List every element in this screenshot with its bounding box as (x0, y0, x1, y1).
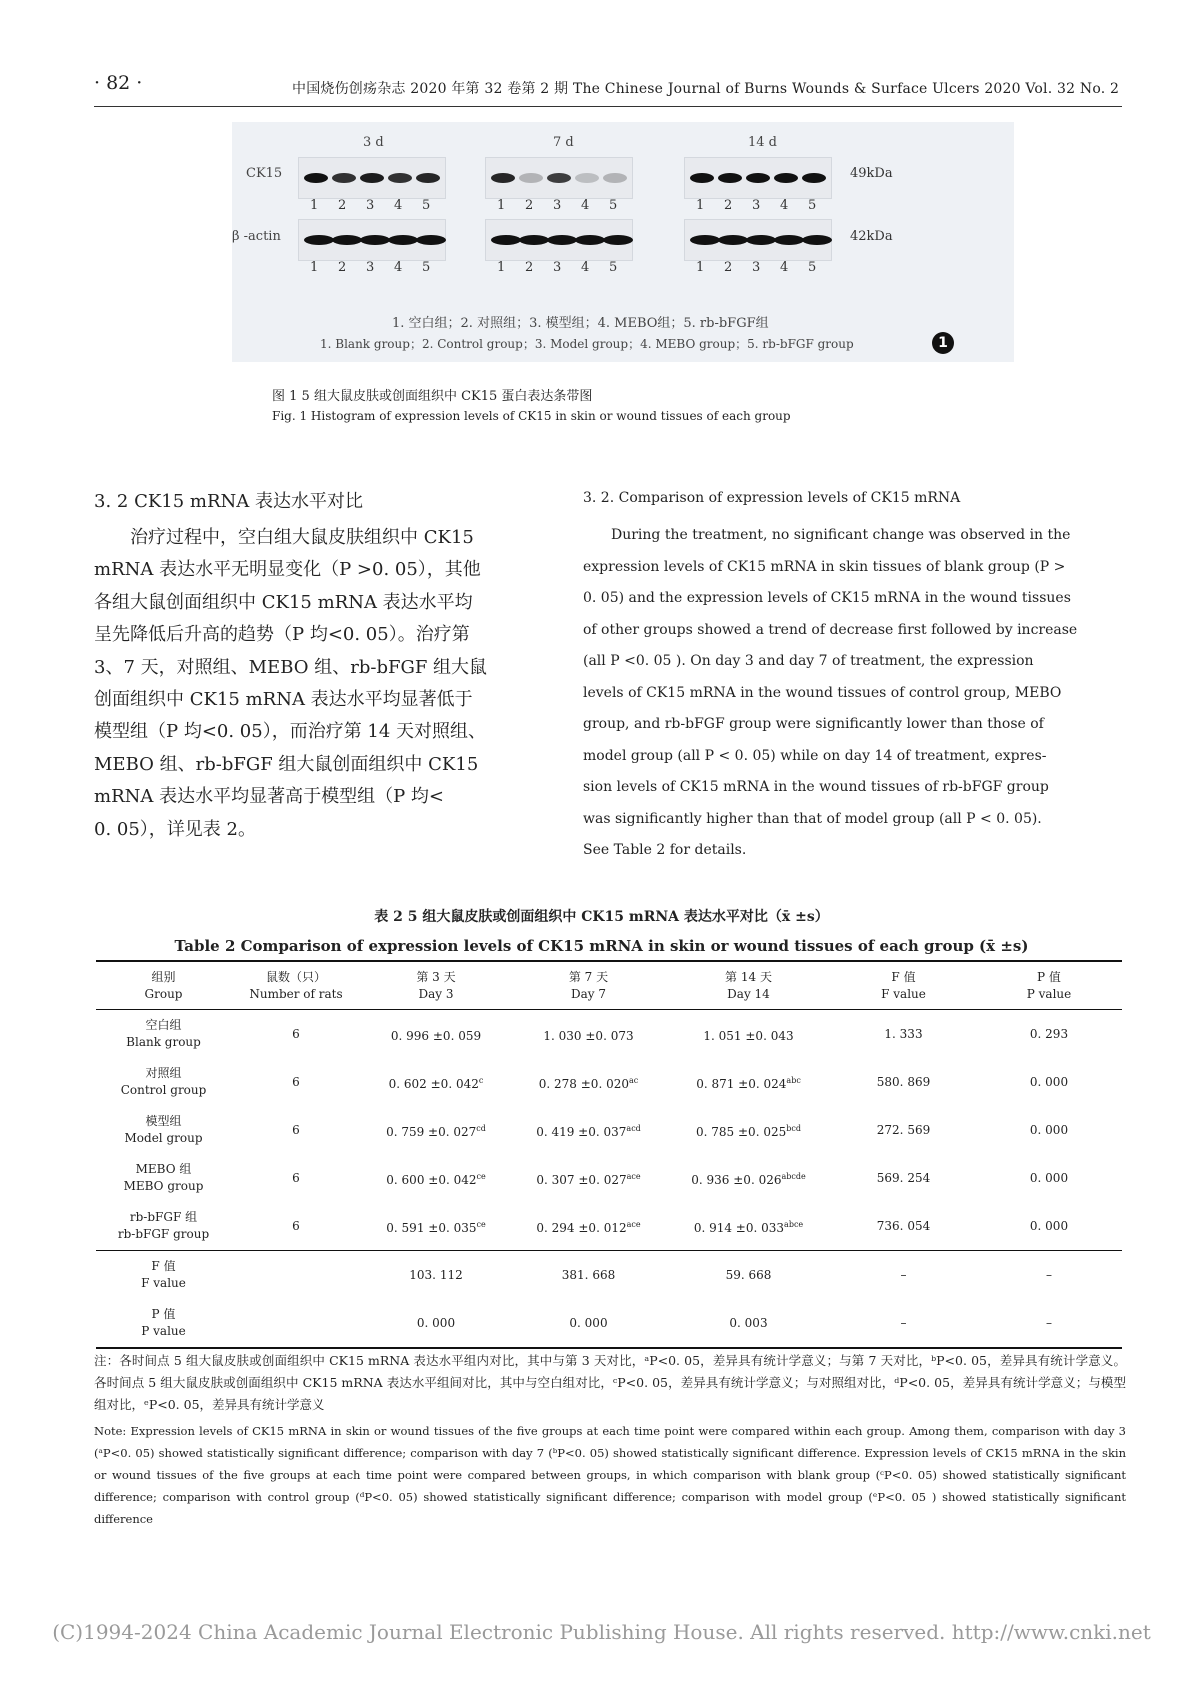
data-table (96, 960, 1122, 1349)
blot-band (304, 173, 328, 183)
blot-band (718, 235, 748, 245)
body-line-cn: 0. 05），详见表 2。 (94, 818, 256, 840)
blot-band (332, 235, 362, 245)
timepoint-label-14d: 14 d (748, 135, 777, 150)
blot-panel-actin (485, 219, 633, 261)
blot-panel-ck15 (485, 157, 633, 199)
lane-number: 3 (366, 260, 375, 275)
blot-band (360, 173, 384, 183)
body-line-en: levels of CK15 mRNA in the wound tissues of control group, MEBO (583, 684, 1062, 701)
body-line-cn: 模型组（P 均<0. 05），而治疗第 14 天对照组、 (94, 721, 487, 743)
lane-number: 1 (497, 260, 506, 275)
figure-number-badge: 1 (932, 332, 954, 354)
lane-number: 1 (310, 260, 319, 275)
blot-band (416, 235, 446, 245)
row-label-beta-actin: β -actin (232, 229, 281, 244)
blot-panel-actin (298, 219, 446, 261)
body-line-cn: 治疗过程中，空白组大鼠皮肤组织中 CK15 (94, 527, 474, 548)
blot-band (603, 173, 627, 183)
lane-number: 3 (752, 260, 761, 275)
table-row: 模型组 Model group 6 0. 759 ±0. $027^{cd}$ 0. 419 ±0. $037^{acd}$ 0. 785 ±0. $025^{bcd}$ 272. 569 0. 000 (124, 1114, 1069, 1145)
lane-number: 4 (581, 198, 590, 213)
timepoint-label-3d: 3 d (363, 135, 384, 150)
kda-label-actin: 42kDa (850, 229, 893, 244)
lane-number: 2 (724, 198, 733, 213)
blot-band (304, 235, 334, 245)
lane-number: 4 (394, 260, 403, 275)
blot-band (491, 173, 515, 183)
copyright-footer: (C)1994-2024 China Academic Journal Electronic Publishing House. All rights reserved. http://www.cnki.net (52, 1620, 1151, 1644)
blot-band (388, 235, 418, 245)
body-line-en: model group (all P < 0. 05) while on day 14 of treatment, expres- (583, 747, 1047, 764)
table-note-en: Note: Expression levels of CK15 mRNA in skin or wound tissues of the five groups at each time point were compared within each group. Among them, comparison with day 3 (ᵃP<0. 05) showed statistically significant difference; comparison with day 7 (ᵇP<0. 05) showed statistically significant difference. Expression levels of CK15 mRNA in the skin or wound tissues of the five groups at each time point were compared between groups, in which comparison with blank group (ᶜP<0. 05) showed statistically significant difference; comparison with control group (ᵈP<0. 05) showed statistically significant difference; comparison with model group (ᵉP<0. 05 ) showed statistically significant difference (94, 1424, 1126, 1526)
table-row: rb-bFGF 组 rb-bFGF group 6 0. 591 ±0. $035^{ce}$ 0. 294 ±0. $012^{ace}$ 0. 914 ±0. $033^{abce}$ 736. 054 0. 000 (117, 1210, 1069, 1241)
lane-number: 5 (609, 198, 618, 213)
lane-number: 5 (609, 260, 618, 275)
blot-band (519, 235, 549, 245)
running-head: 中国烧伤创疡杂志 2020 年第 32 卷第 2 期 The Chinese Journal of Burns Wounds & Surface Ulcers 2020 Vol. 32 No. 2 (292, 81, 1120, 97)
table-summary-row: F 值 F value 103. 112 381. 668 59. 668 – – (96, 1251, 1122, 1300)
body-line-cn: 创面组织中 CK15 mRNA 表达水平均显著低于 (94, 689, 473, 711)
blot-band (746, 173, 770, 183)
table-summary-row: P 值 P value 0. 000 0. 000 0. 003 – – (96, 1299, 1122, 1348)
lane-number: 1 (696, 260, 705, 275)
blot-band (575, 173, 599, 183)
lane-number: 3 (366, 198, 375, 213)
body-line-cn: 3、7 天，对照组、MEBO 组、rb-bFGF 组大鼠 (94, 656, 488, 678)
blot-band (575, 235, 605, 245)
lane-number: 4 (780, 260, 789, 275)
body-line-cn: mRNA 表达水平均显著高于模型组（P 均< (94, 786, 445, 808)
body-line-cn: mRNA 表达水平无明显变化（P >0. 05），其他 (94, 559, 481, 581)
body-line-en: 0. 05) and the expression levels of CK15 mRNA in the wound tissues (583, 590, 1071, 606)
blot-panel-actin (684, 219, 832, 261)
section-body-en (583, 520, 1083, 867)
body-line-en: expression levels of CK15 mRNA in skin tissues of blank group (P > (583, 558, 1066, 575)
body-line-cn: 各组大鼠创面组织中 CK15 mRNA 表达水平均 (94, 591, 473, 613)
body-line-en: was significantly higher than that of model group (all P < 0. 05). (583, 810, 1042, 827)
page-number: · 82 · (94, 72, 143, 94)
blot-panel-ck15 (298, 157, 446, 199)
column-header: F 值 F value (881, 969, 926, 1001)
lane-number: 1 (310, 198, 319, 213)
lane-number: 1 (497, 198, 506, 213)
blot-band (802, 235, 832, 245)
lane-number: 5 (422, 260, 431, 275)
figure-caption-en: Fig. 1 Histogram of expression levels of CK15 in skin or wound tissues of each group (272, 409, 791, 423)
lane-number: 3 (553, 198, 562, 213)
table-title-en: Table 2 Comparison of expression levels of CK15 mRNA in skin or wound tissues of each group (x̄ ±s) (174, 937, 1029, 955)
lane-number: 4 (394, 198, 403, 213)
body-line-en: of other groups showed a trend of decrease first followed by increase (583, 621, 1078, 638)
blot-band (519, 173, 543, 183)
lane-number: 2 (525, 260, 534, 275)
body-line-en: During the treatment, no significant change was observed in the (583, 527, 1071, 543)
section-heading-cn: 3. 2 CK15 mRNA 表达水平对比 (94, 491, 364, 512)
lane-number: 2 (338, 260, 347, 275)
lane-number: 2 (724, 260, 733, 275)
lane-number: 3 (553, 260, 562, 275)
body-line-cn: 呈先降低后升高的趋势（P 均<0. 05）。治疗第 (94, 624, 470, 646)
blot-band (416, 173, 440, 183)
blot-band (360, 235, 390, 245)
blot-band (332, 173, 356, 183)
body-line-en: sion levels of CK15 mRNA in the wound tissues of rb-bFGF group (583, 779, 1049, 795)
body-line-en: (all P <0. 05 ). On day 3 and day 7 of treatment, the expression (583, 653, 1034, 669)
figure-legend-cn: 1. 空白组；2. 对照组；3. 模型组；4. MEBO组；5. rb-bFGF组 (392, 316, 769, 331)
figure-legend-en: 1. Blank group；2. Control group；3. Model group；4. MEBO group；5. rb-bFGF group (320, 337, 854, 351)
row-label-ck15: CK15 (246, 166, 283, 181)
blot-panel-ck15 (684, 157, 832, 199)
blot-band (491, 235, 521, 245)
blot-band (690, 235, 720, 245)
column-header: 鼠数（只） Number of rats (249, 969, 343, 1001)
lane-number: 5 (422, 198, 431, 213)
blot-band (547, 235, 577, 245)
section-body-cn (94, 522, 534, 846)
header-rule (94, 106, 1122, 107)
column-header: 第 7 天 Day 7 (568, 969, 609, 1001)
body-line-cn: MEBO 组、rb-bFGF 组大鼠创面组织中 CK15 (94, 753, 479, 775)
lane-number: 4 (581, 260, 590, 275)
body-line-en: See Table 2 for details. (583, 842, 747, 858)
column-header: P 值 P value (1026, 969, 1072, 1001)
lane-number: 2 (338, 198, 347, 213)
column-header: 第 3 天 Day 3 (416, 969, 456, 1001)
kda-label-ck15: 49kDa (850, 166, 893, 181)
blot-band (718, 173, 742, 183)
table-title-cn: 表 2 5 组大鼠皮肤或创面组织中 CK15 mRNA 表达水平对比（x̄ ±s） (374, 909, 829, 925)
blot-band (774, 235, 804, 245)
lane-number: 5 (808, 198, 817, 213)
section-heading-en: 3. 2. Comparison of expression levels of CK15 mRNA (583, 490, 961, 506)
column-header: 组别 Group (144, 969, 183, 1001)
lane-number: 1 (696, 198, 705, 213)
lane-number: 3 (752, 198, 761, 213)
table-note-cn: 注：各时间点 5 组大鼠皮肤或创面组织中 CK15 mRNA 表达水平组内对比，其中与第 3 天对比，ᵃP<0. 05，差异具有统计学意义；与第 7 天对比，ᵇP<0. 05，差异具有统计学意义。各时间点 5 组大鼠皮肤或创面组织中 CK15 mRNA 表达水平组间对比，其中与空白组对比，ᶜP<0. 05，差异具有统计学意义；与对照组对比，ᵈP<0. 05，差异具有统计学意义；与模型组对比，ᵉP<0. 05，差异具有统计学意义 (94, 1353, 1126, 1412)
timepoint-label-7d: 7 d (553, 135, 574, 150)
lane-number: 5 (808, 260, 817, 275)
blot-band (774, 173, 798, 183)
blot-band (547, 173, 571, 183)
lane-number: 2 (525, 198, 534, 213)
column-header: 第 14 天 Day 14 (725, 969, 772, 1001)
body-line-en: group, and rb-bFGF group were significantly lower than those of (583, 716, 1044, 732)
blot-band (388, 173, 412, 183)
lane-number: 4 (780, 198, 789, 213)
table-row: 对照组 Control group 6 0. 602 ±0. 042$^c$ 0. 278 ±0. $020^{ac}$ 0. 871 ±0. $024^{abc}$ 580. 869 0. 000 (120, 1066, 1069, 1097)
blot-band (603, 235, 633, 245)
table-row: 空白组 Blank group 6 0. 996 ±0. 059 1. 030 ±0. 073 1. 051 ±0. 043 1. 333 0. 293 (96, 1010, 1122, 1059)
blot-band (690, 173, 714, 183)
blot-band (802, 173, 826, 183)
blot-band (746, 235, 776, 245)
table-header-row (96, 961, 1122, 1010)
figure-caption-cn: 图 1 5 组大鼠皮肤或创面组织中 CK15 蛋白表达条带图 (272, 389, 593, 404)
table-row: MEBO 组 MEBO group 6 0. 600 ±0. $042^{ce}$ 0. 307 ±0. $027^{ace}$ 0. 936 ±0. $026^{abcde}$ 569. 254 0. 000 (123, 1162, 1069, 1193)
